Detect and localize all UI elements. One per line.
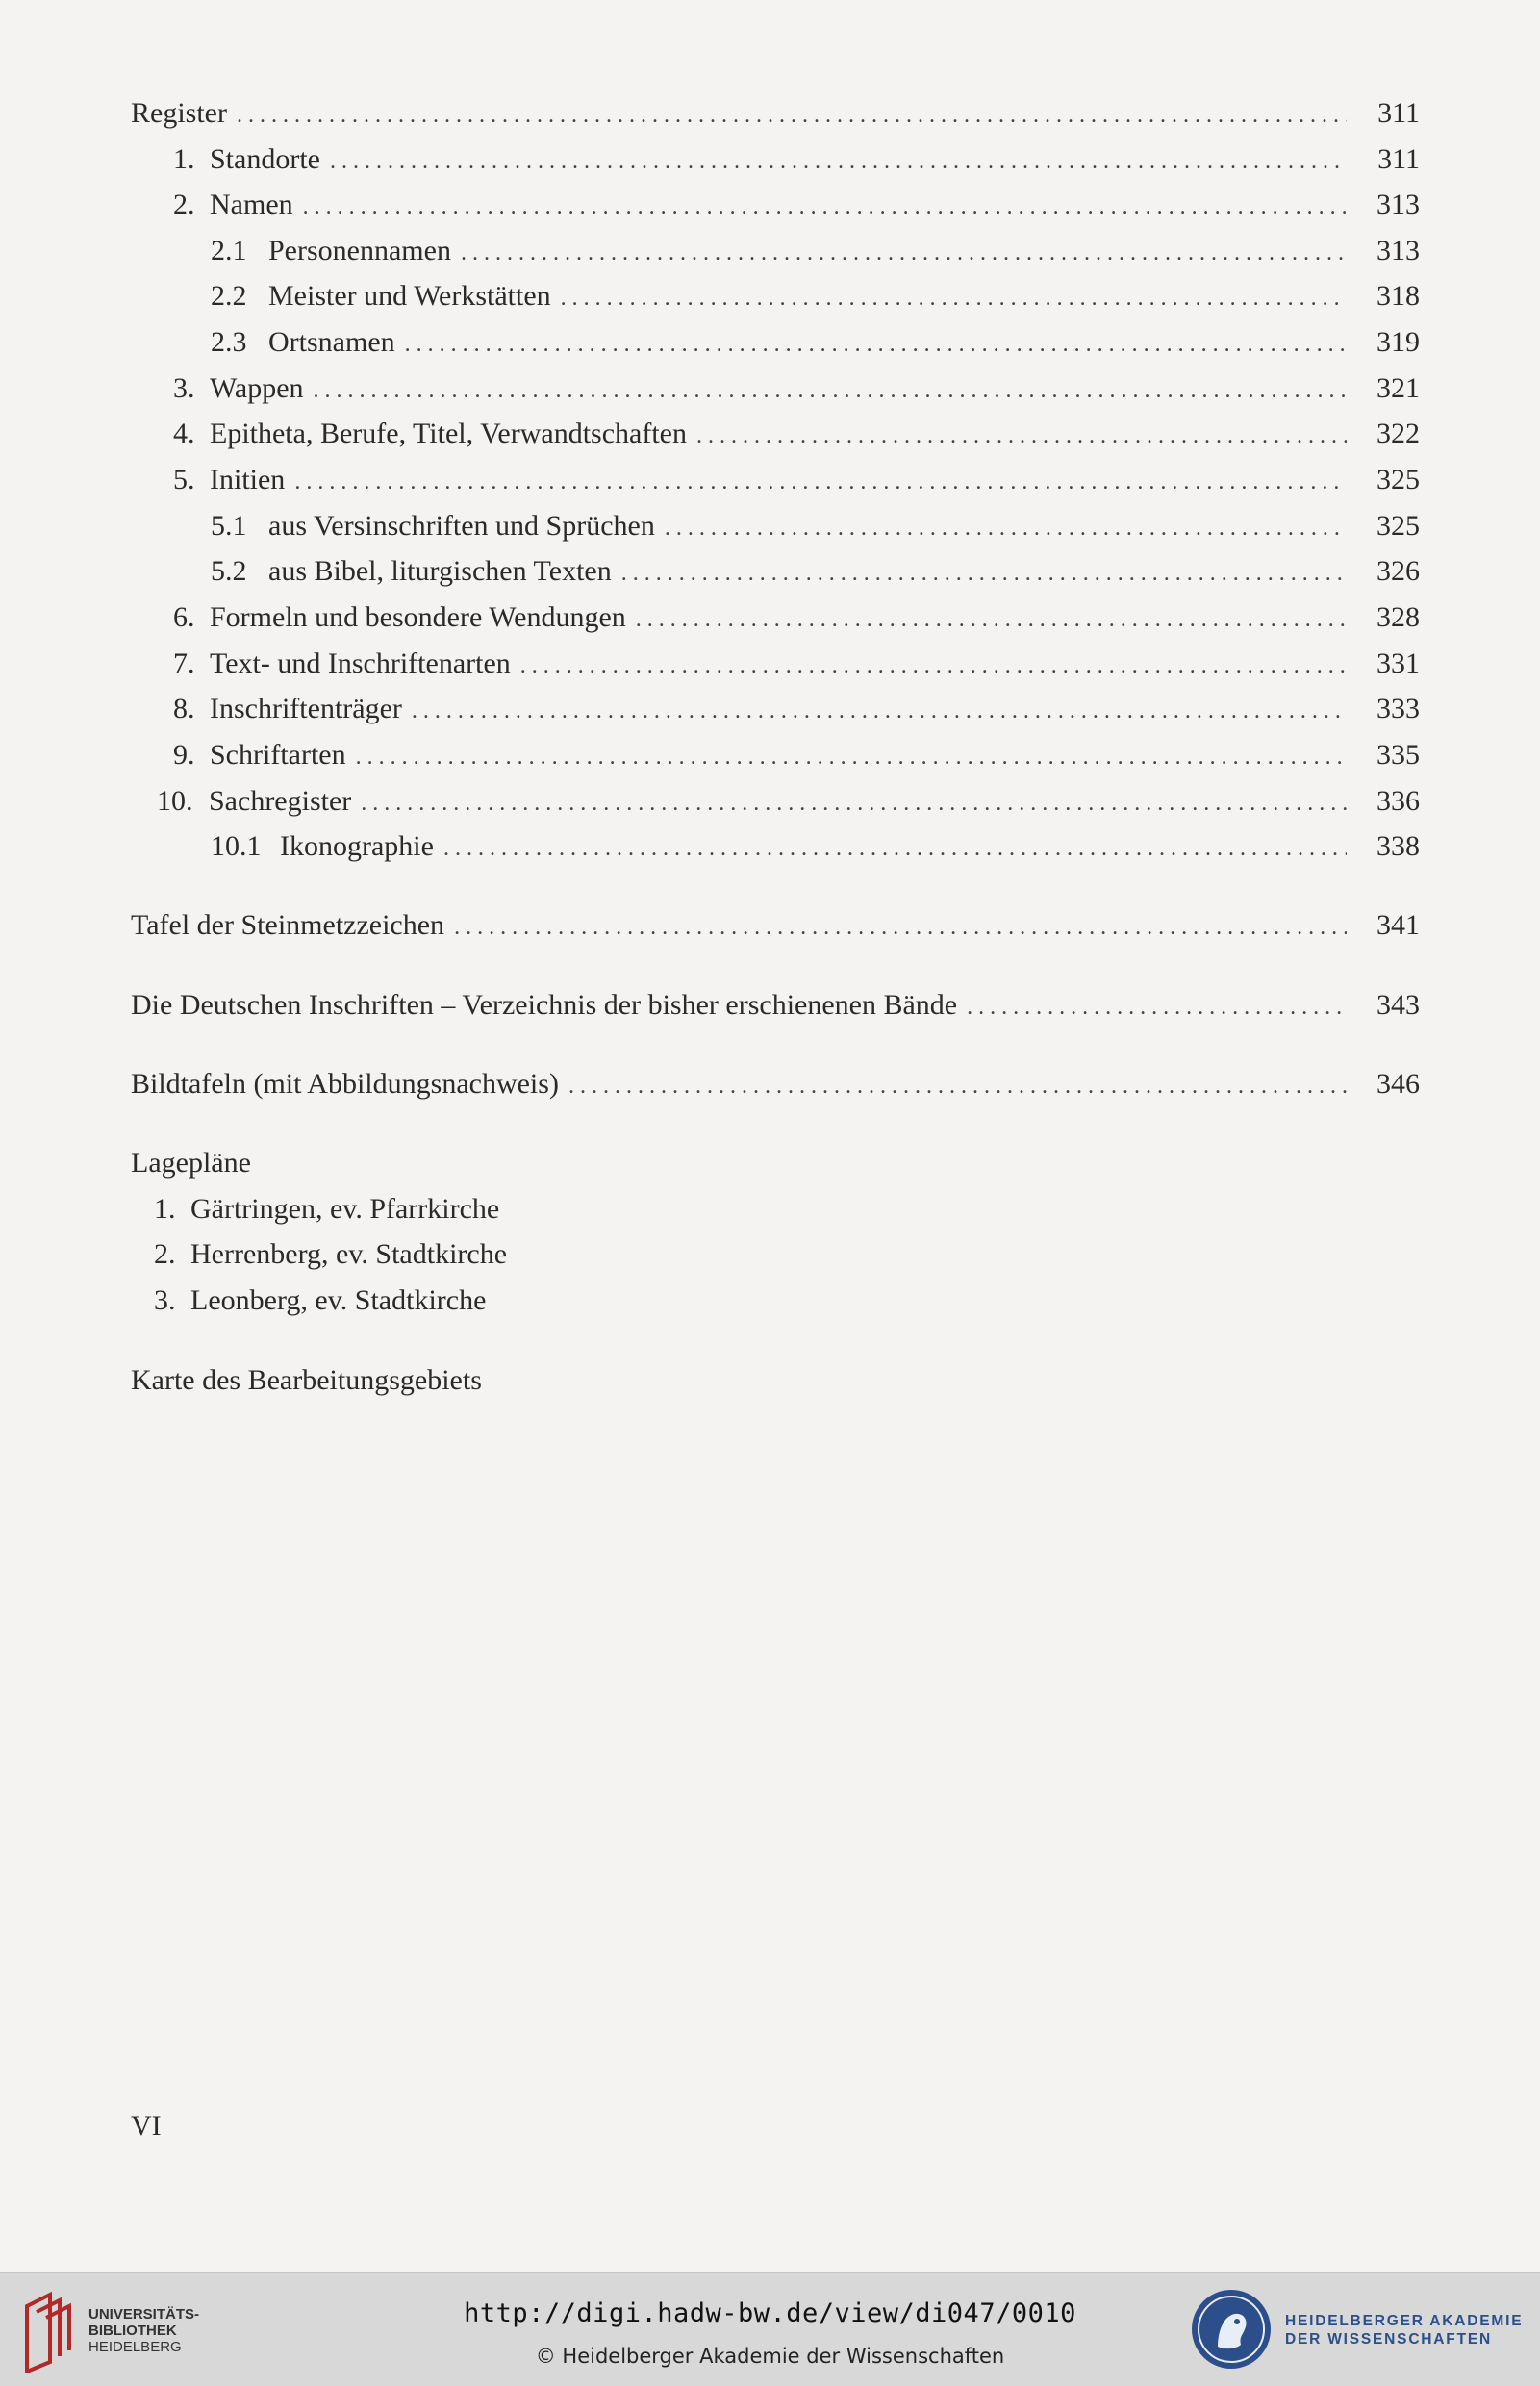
toc-entry-number: 10.1 (211, 830, 262, 862)
toc-entry-page: 313 (1376, 235, 1420, 267)
dot-leader (405, 325, 1347, 364)
toc-entry[interactable] (131, 1065, 1420, 1104)
hadw-name-line: HEIDELBERGER AKADEMIE (1285, 2313, 1524, 2329)
toc-entry-number: 8. (173, 693, 195, 724)
toc-entry-title: Meister und Werkstätten (268, 280, 551, 312)
toc-entry-title: Tafel der Steinmetzzeichen (131, 909, 445, 941)
toc-entry-page: 325 (1376, 510, 1420, 542)
toc-entry-page: 346 (1376, 1068, 1420, 1100)
dot-leader (314, 371, 1347, 410)
toc-entry-number: 2.3 (211, 326, 247, 358)
toc-entry-title: aus Versinschriften und Sprüchen (268, 510, 655, 542)
dot-leader (561, 279, 1347, 317)
lageplan-entry[interactable] (154, 1282, 486, 1320)
dot-leader (621, 554, 1347, 593)
toc-entry[interactable] (131, 906, 1420, 945)
lageplan-number: 2. (154, 1238, 176, 1270)
toc-entry-title: Initien (210, 464, 286, 495)
toc-entry-page: 313 (1376, 189, 1420, 220)
dot-leader (520, 647, 1347, 685)
toc-entry-number: 9. (173, 739, 195, 771)
toc-entry-page: 322 (1376, 418, 1420, 449)
dot-leader (237, 96, 1347, 135)
toc-entry-page: 311 (1377, 143, 1420, 175)
toc-entry-page: 343 (1376, 989, 1420, 1021)
ub-name-line: BIBLIOTHEK (88, 2323, 177, 2339)
toc-entry-title: Epitheta, Berufe, Titel, Verwandtschaften (210, 418, 687, 449)
dot-leader (443, 829, 1347, 868)
toc-entry-number: 2. (173, 189, 195, 220)
toc-entry-number: 1. (173, 143, 195, 175)
toc-entry-title: Wappen (210, 372, 304, 404)
toc-entry-number: 5. (173, 464, 195, 495)
toc-entry-title: Formeln und besondere Wendungen (210, 601, 626, 633)
toc-entry-title: Inschriftenträger (210, 693, 402, 724)
toc-entry-page: 319 (1376, 326, 1420, 358)
toc-entry[interactable] (173, 186, 1420, 224)
dot-leader (696, 417, 1347, 455)
toc-entry-number: 10. (157, 785, 193, 817)
lageplan-title: Herrenberg, ev. Stadtkirche (190, 1238, 508, 1270)
toc-entry-page: 331 (1376, 647, 1420, 679)
toc-entry-title: Ikonographie (280, 830, 434, 862)
hadw-name-line: DER WISSENSCHAFTEN (1285, 2331, 1492, 2348)
toc-entry[interactable] (173, 415, 1420, 453)
toc-entry-register[interactable] (131, 94, 1420, 133)
toc-entry[interactable] (211, 323, 1420, 362)
toc-entry[interactable] (173, 690, 1420, 728)
toc-entry-page: 318 (1376, 280, 1420, 312)
toc-entry-title: aus Bibel, liturgischen Texten (268, 555, 612, 587)
dot-leader (636, 600, 1347, 639)
toc-entry[interactable] (131, 986, 1420, 1025)
toc-entry-page: 333 (1376, 693, 1420, 724)
toc-entry[interactable] (211, 827, 1420, 866)
lageplaene-heading: Lagepläne (131, 1147, 251, 1179)
dot-leader (454, 908, 1347, 947)
ub-name-line: HEIDELBERG (88, 2339, 182, 2355)
dot-leader (967, 988, 1347, 1027)
dot-leader (361, 784, 1347, 823)
ub-name-line: UNIVERSITÄTS- (88, 2306, 200, 2323)
toc-entry[interactable] (173, 140, 1420, 179)
hadw-seal-icon[interactable] (1189, 2287, 1274, 2372)
toc-entry-page: 311 (1377, 97, 1420, 129)
toc-entry-title: Schriftarten (210, 739, 346, 771)
toc-entry[interactable] (173, 461, 1420, 499)
lageplan-number: 1. (154, 1193, 176, 1225)
toc-entry-page: 341 (1376, 909, 1420, 941)
toc-entry-page: 336 (1376, 785, 1420, 817)
dot-leader (568, 1067, 1347, 1105)
toc-entry-number: 2.1 (211, 235, 247, 267)
toc-entry-title: Personennamen (268, 235, 451, 267)
dot-leader (303, 188, 1347, 226)
toc-entry-title: Sachregister (209, 785, 352, 817)
toc-entry[interactable] (157, 782, 1420, 821)
toc-entry-title: Ortsnamen (268, 326, 395, 358)
lageplan-title: Gärtringen, ev. Pfarrkirche (190, 1193, 500, 1225)
toc-entry[interactable] (211, 232, 1420, 270)
lageplan-entry[interactable] (154, 1235, 507, 1274)
dot-leader (356, 738, 1347, 776)
dot-leader (330, 142, 1347, 181)
toc-entry-page: 326 (1376, 555, 1420, 587)
toc-entry[interactable] (211, 507, 1420, 546)
toc-entry-number: 5.2 (211, 555, 247, 587)
toc-entry[interactable] (173, 645, 1420, 683)
toc-entry-page: 335 (1376, 739, 1420, 771)
toc-entry[interactable] (173, 369, 1420, 408)
toc-entry-title: Die Deutschen Inschriften – Verzeichnis der bisher erschienenen Bände (131, 989, 958, 1021)
karte-entry[interactable]: Karte des Bearbeitungsgebiets (131, 1364, 482, 1396)
toc-entry-number: 3. (173, 372, 195, 404)
toc-entry-number: 5.1 (211, 510, 247, 542)
toc-entry-title: Text- und Inschriftenarten (210, 647, 511, 679)
toc-entry-title: Standorte (210, 143, 320, 175)
copyright-notice: © Heidelberger Akademie der Wissenschaften (535, 2345, 1005, 2368)
toc-entry-page: 321 (1376, 372, 1420, 404)
footer-bar (0, 2272, 1540, 2386)
dot-leader (461, 234, 1347, 272)
toc-entry-title: Bildtafeln (mit Abbildungsnachweis) (131, 1068, 559, 1100)
toc-entry[interactable] (211, 277, 1420, 316)
dot-leader (294, 463, 1347, 501)
toc-entry-title: Register (131, 97, 227, 129)
toc-entry[interactable] (211, 552, 1420, 591)
toc-entry-page: 325 (1376, 464, 1420, 495)
lageplan-number: 3. (154, 1284, 176, 1316)
lageplan-title: Leonberg, ev. Stadtkirche (190, 1284, 487, 1316)
toc-entry-title: Namen (210, 189, 293, 220)
toc-entry-number: 7. (173, 647, 195, 679)
page-number: VI (131, 2110, 162, 2142)
toc-entry-number: 4. (173, 418, 195, 449)
toc-entry-page: 338 (1376, 830, 1420, 862)
dot-leader (412, 692, 1347, 730)
toc-entry-number: 6. (173, 601, 195, 633)
lageplan-entry[interactable] (154, 1190, 499, 1229)
toc-entry[interactable] (173, 736, 1420, 774)
toc-entry[interactable] (173, 598, 1420, 637)
toc-entry-page: 328 (1376, 601, 1420, 633)
hadw-name (1285, 2312, 1523, 2348)
toc-entry-number: 2.2 (211, 280, 247, 312)
permalink-url[interactable]: http://digi.hadw-bw.de/view/di047/0010 (464, 2298, 1076, 2328)
dot-leader (665, 509, 1347, 547)
